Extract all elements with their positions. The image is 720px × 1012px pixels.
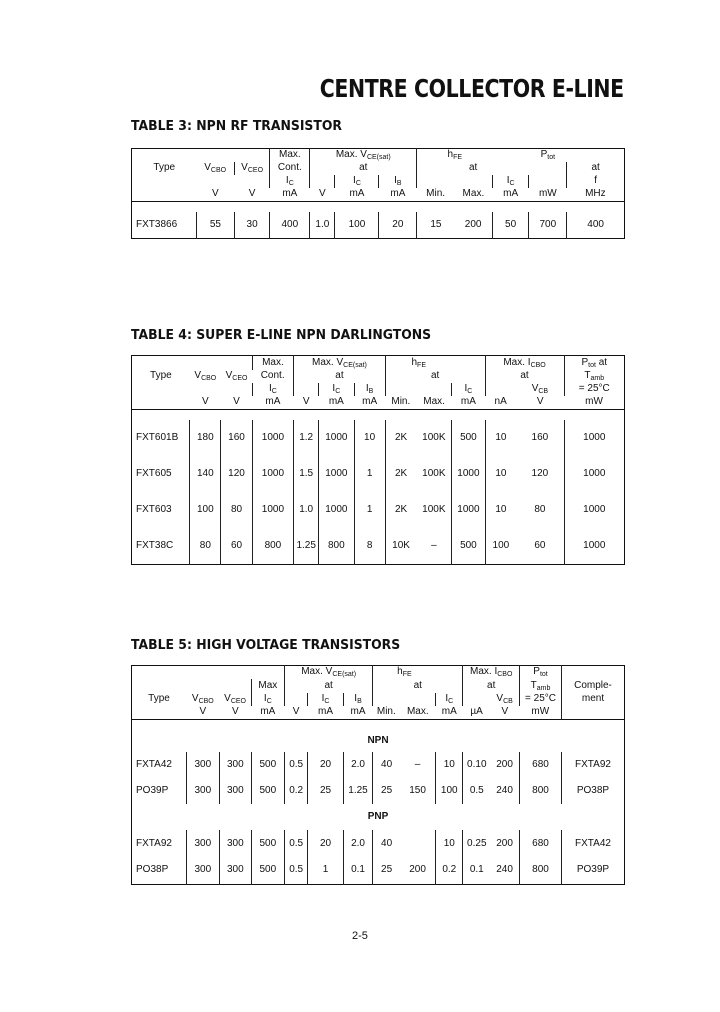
table-cell: PO38P <box>136 864 169 876</box>
page-number: 2-5 <box>352 930 368 942</box>
table-cell: 1.0 <box>294 492 319 528</box>
table-cell: – <box>414 759 421 770</box>
table-cell: 1000 <box>252 492 294 528</box>
table-cell: 1.2 <box>294 420 319 456</box>
table-cell: – <box>431 539 437 551</box>
table-row <box>132 528 625 564</box>
table-cell: 100 <box>190 492 221 528</box>
table-row <box>132 492 625 528</box>
table-cell: 240 <box>496 785 513 796</box>
table-cell: 10K <box>385 528 416 564</box>
table-cell: 1000 <box>452 456 485 492</box>
table-cell: 1000 <box>319 456 354 492</box>
table3: Max. Max. $V_{CE(sat)}$ $h_{FE}$ $P_{tot}$ Type $V_{CBO}$ $V_{CEO}$ Cont. at at at $I_C$ $I_C$ $I_B$ $I_C$ f V V mA V mA mA Min. Max. mA mW MHz FXT3866 55 30 400 1.0 100 20 15 200 50 700 400 <box>131 148 625 239</box>
table-cell: 2K <box>385 456 416 492</box>
table-cell: 1.5 <box>294 456 319 492</box>
table-row <box>132 420 625 456</box>
table-cell: 0.2 <box>285 778 308 804</box>
table-cell: 500 <box>251 830 285 857</box>
table-row <box>132 456 625 492</box>
table-cell: FXT603 <box>136 504 172 515</box>
table-cell: PO39P <box>136 785 169 796</box>
table5-caption: TABLE 5: HIGH VOLTAGE TRANSISTORS <box>131 637 401 653</box>
table-cell: 500 <box>452 528 485 564</box>
table-cell: 100K <box>422 468 446 479</box>
table-cell: 25 <box>308 778 344 804</box>
table-cell: 680 <box>520 752 562 778</box>
table-cell: 300 <box>220 857 251 884</box>
table-cell: 200 <box>409 864 426 876</box>
table-cell: 1000 <box>252 420 294 456</box>
table-cell: 25 <box>373 778 400 804</box>
table-cell: 40 <box>373 830 400 857</box>
table-cell: 800 <box>520 778 562 804</box>
table5: Max. $V_{CE(sat)}$ $h_{FE}$ Max. $I_{CBO}$ $P_{tot}$ Max at at at $T_{amb}$ Comple- Type $V_{CBO}$ $V_{CEO}$ $I_C$ $I_C$ $I_B$ $I_C$ $V_{CB}$ = 25°C ment V V mA V mA mA Min. Max. mA µA V mW NPN FXTA42 300 300 500 0.5 20 2.0 40 – 10 0.10 200 680 FXTA92 PO39P 300 300 500 0.2 25 1.25 25 150 100 0.5 240 800 PO38P PNP FXTA92 300 300 500 0.5 20 2.0 40 10 0.25 200 680 FXTA42 PO38P 300 300 500 0.5 1 0.1 25 200 0.2 0.1 240 800 PO39P <box>131 665 625 885</box>
table-cell: 1000 <box>564 492 624 528</box>
table-cell: FXTA92 <box>561 752 624 778</box>
table-cell: 80 <box>534 504 546 515</box>
table-cell: 2K <box>385 492 416 528</box>
table-cell: 100K <box>422 504 446 515</box>
table-cell: 10 <box>436 830 463 857</box>
table-cell: 2K <box>385 420 416 456</box>
table-cell: 120 <box>221 456 252 492</box>
table4: Max. Max. $V_{CE(sat)}$ $h_{FE}$ Max. $I_{CBO}$ $P_{tot}$ at Type $V_{CBO}$ $V_{CEO}$ Cont. at at at $T_{amb}$ $I_C$ $I_C$ $I_B$ $I_C$ $V_{CB}$ = 25°C V V mA V mA mA Min. Max. mA nA V mW FXT601B 180 160 1000 1.2 1000 10 2K 100K 500 10 160 1000 FXT605 140 120 1000 1.5 1000 1 2K 100K 1000 10 120 1000 FXT603 100 80 1000 1.0 1000 1 2K 100K 1000 10 80 1000 FXT38C 80 60 800 1.25 800 8 10K – 500 100 60 1000 <box>131 355 625 565</box>
table-cell: 10 <box>485 492 516 528</box>
table-row <box>132 778 625 804</box>
table-row <box>132 830 625 857</box>
table-cell: 300 <box>186 752 220 778</box>
table-cell: 300 <box>220 752 251 778</box>
table-cell: 80 <box>221 492 252 528</box>
table-cell: FXTA42 <box>561 830 624 857</box>
table-cell: 0.5 <box>285 857 308 884</box>
table-cell: PO39P <box>561 857 624 884</box>
table-cell: 0.25 <box>463 830 490 857</box>
table-row <box>132 752 625 778</box>
table-cell: 240 <box>496 864 513 876</box>
table-cell: FXT38C <box>136 539 174 551</box>
table-cell: 40 <box>373 752 400 778</box>
table-cell: 1.25 <box>343 778 372 804</box>
table-cell: FXTA42 <box>136 759 172 770</box>
table-cell: 140 <box>190 456 221 492</box>
page-title: CENTRE COLLECTOR E-LINE <box>319 74 624 103</box>
table-cell: 100K <box>422 432 446 443</box>
table-cell: 800 <box>252 528 294 564</box>
table-cell: 300 <box>186 857 220 884</box>
table-cell: 2.0 <box>343 752 372 778</box>
table3-caption: TABLE 3: NPN RF TRANSISTOR <box>131 118 342 134</box>
table-cell: 10 <box>354 420 385 456</box>
table-cell: 120 <box>531 468 549 479</box>
table-cell: 300 <box>186 778 220 804</box>
table-cell: 80 <box>190 528 221 564</box>
table-cell: FXT601B <box>136 432 179 443</box>
table-cell: 300 <box>220 778 251 804</box>
section-pnp-label: PNP <box>367 811 389 822</box>
table-row: FXT3866 55 30 400 1.0 100 20 15 200 50 700 400 <box>132 212 625 238</box>
table-cell: 1 <box>354 492 385 528</box>
table-cell: 0.5 <box>463 778 490 804</box>
table-cell: 680 <box>520 830 562 857</box>
table-cell: 160 <box>221 420 252 456</box>
section-npn-label: NPN <box>367 735 389 746</box>
table-cell: 500 <box>452 420 485 456</box>
table-cell: 100 <box>485 528 516 564</box>
table-cell: 300 <box>220 830 251 857</box>
table-cell: 10 <box>485 456 516 492</box>
table-cell: FXT605 <box>136 468 172 479</box>
table-cell: 1.25 <box>294 528 319 564</box>
table-cell: 1000 <box>564 456 624 492</box>
table-cell: 800 <box>520 857 562 884</box>
table-cell: 25 <box>373 857 400 884</box>
table-cell: 0.2 <box>436 857 463 884</box>
table-cell: 1000 <box>564 528 624 564</box>
table-cell: 0.5 <box>285 830 308 857</box>
table-cell: 1000 <box>319 420 354 456</box>
table-cell: PO38P <box>561 778 624 804</box>
table-cell <box>400 830 436 857</box>
table-cell: FXTA92 <box>136 837 172 849</box>
table-cell: 1 <box>354 456 385 492</box>
table-cell: 150 <box>409 785 426 796</box>
table-cell: 200 <box>496 837 513 849</box>
table-cell: 10 <box>485 420 516 456</box>
table-cell: 1000 <box>319 492 354 528</box>
table-row <box>132 857 625 884</box>
table4-caption: TABLE 4: SUPER E-LINE NPN DARLINGTONS <box>131 327 432 343</box>
table-cell: 2.0 <box>343 830 372 857</box>
table-cell: 1 <box>308 857 344 884</box>
table-cell: 0.1 <box>463 857 490 884</box>
table-cell: 200 <box>496 759 513 770</box>
table-cell: 160 <box>531 432 549 443</box>
table-cell: 20 <box>308 830 344 857</box>
table-cell: 8 <box>354 528 385 564</box>
table-cell: 180 <box>190 420 221 456</box>
table-cell: 800 <box>319 528 354 564</box>
table-cell: 10 <box>436 752 463 778</box>
table-cell: 300 <box>186 830 220 857</box>
table-cell: 0.1 <box>343 857 372 884</box>
table-cell: 100 <box>436 778 463 804</box>
table-cell: 500 <box>251 752 285 778</box>
table-cell: 500 <box>251 778 285 804</box>
table-cell: 0.10 <box>463 752 490 778</box>
table-cell: 500 <box>251 857 285 884</box>
table-cell: 1000 <box>452 492 485 528</box>
table-cell: 20 <box>308 752 344 778</box>
table-cell: 60 <box>534 539 546 551</box>
table-cell: 0.5 <box>285 752 308 778</box>
table-cell: 1000 <box>564 420 624 456</box>
table-cell: 1000 <box>252 456 294 492</box>
table-cell: 60 <box>221 528 252 564</box>
